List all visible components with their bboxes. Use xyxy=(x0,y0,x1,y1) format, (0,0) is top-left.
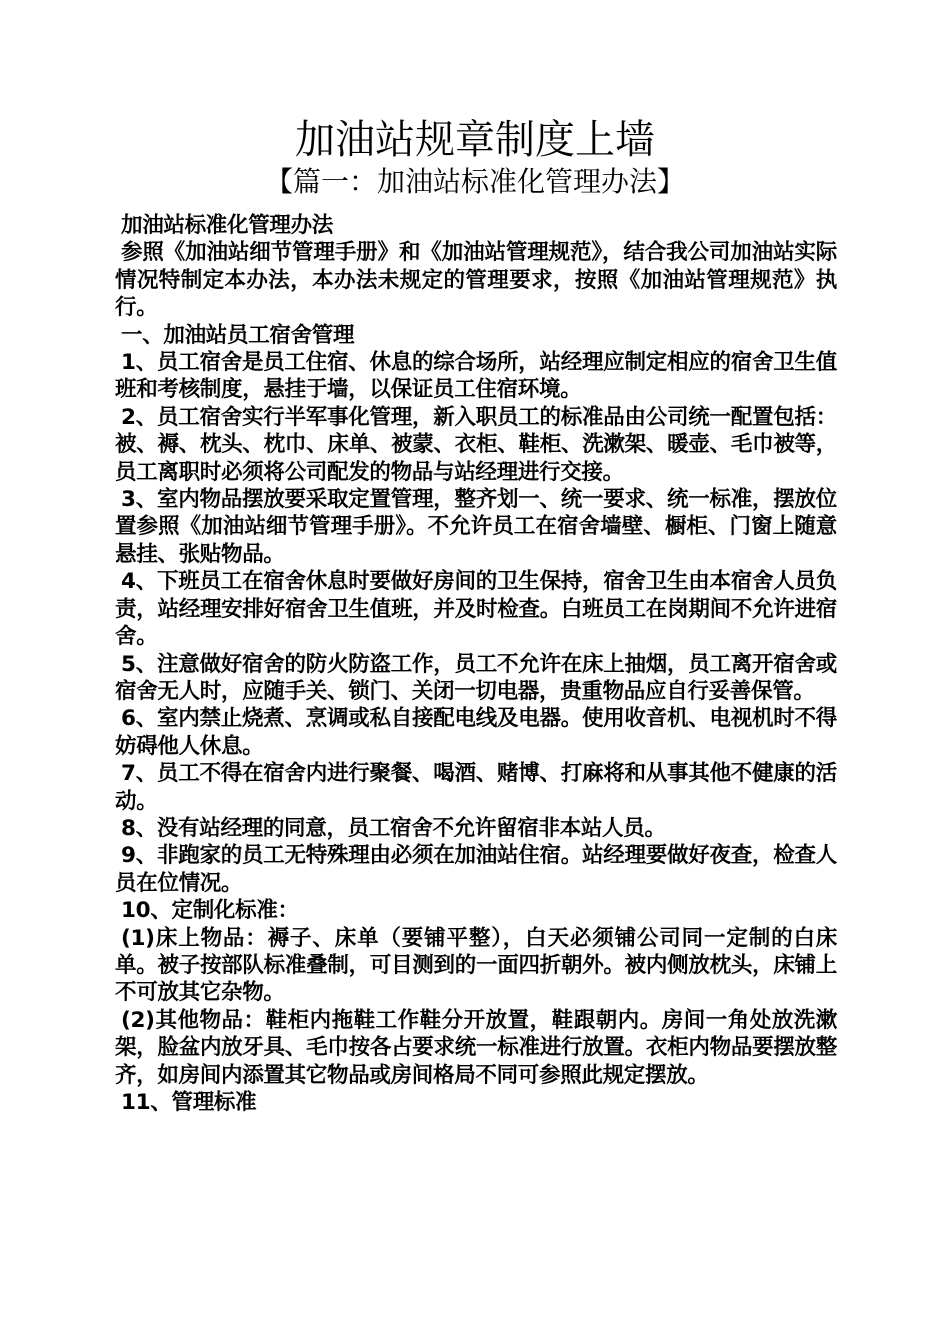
document-subtitle: 【篇一：加油站标准化管理办法】 xyxy=(264,165,685,198)
section-heading: 加油站标准化管理办法 xyxy=(121,213,334,238)
paragraph: 5、注意做好宿舍的防火防盗工作，员工不允许在床上抽烟，员工离开宿舍或宿舍无人时，应随手关、锁门、关闭一切电器，贵重物品应自行妥善保管。 xyxy=(115,651,837,704)
paragraph: 3、室内物品摆放要采取定置管理，整齐划一、统一要求、统一标准，摆放位置参照《加油站细节管理手册》。不允许员工在宿舍墙壁、橱柜、门窗上随意悬挂、张贴物品。 xyxy=(115,487,837,567)
paragraph: 参照《加油站细节管理手册》和《加油站管理规范》，结合我公司加油站实际情况特制定本办法，本办法未规定的管理要求，按照《加油站管理规范》执行。 xyxy=(115,240,837,321)
paragraph: (1)床上物品：褥子、床单（要铺平整），白天必须铺公司同一定制的白床单。被子按部队标准叠制，可目测到的一面四折朝外。被内侧放枕头，床铺上不可放其它杂物。 xyxy=(115,925,837,1006)
paragraph: 9、非跑家的员工无特殊理由必须在加油站住宿。站经理要做好夜查，检查人员在位情况。 xyxy=(115,843,837,896)
paragraph: 4、下班员工在宿舍休息时要做好房间的卫生保持，宿舍卫生由本宿舍人员负责，站经理安排好宿舍卫生值班，并及时检查。白班员工在岗期间不允许进宿舍。 xyxy=(115,569,837,650)
paragraph: 6、室内禁止烧煮、烹调或私自接配电线及电器。使用收音机、电视机时不得妨碍他人休息。 xyxy=(115,706,837,759)
paragraph: 2、员工宿舍实行半军事化管理，新入职员工的标准品由公司统一配置包括：被、褥、枕头、枕巾、床单、被蒙、衣柜、鞋柜、洗漱架、暖壶、毛巾被等，员工离职时必须将公司配发的物品与站经理进行交接。 xyxy=(115,404,837,485)
paragraph: 7、员工不得在宿舍内进行聚餐、喝酒、赌博、打麻将和从事其他不健康的活动。 xyxy=(115,761,837,814)
paragraph: 1、员工宿舍是员工住宿、休息的综合场所，站经理应制定相应的宿舍卫生值班和考核制度，悬挂于墙，以保证员工住宿环境。 xyxy=(115,350,837,403)
paragraph: 11、管理标准 xyxy=(121,1090,257,1115)
paragraph: 8、没有站经理的同意，员工宿舍不允许留宿非本站人员。 xyxy=(121,815,666,841)
paragraph: 10、定制化标准： xyxy=(121,898,299,924)
document-title: 加油站规章制度上墙 xyxy=(295,117,655,163)
document-body xyxy=(115,212,837,1116)
section-heading: 一、加油站员工宿舍管理 xyxy=(121,322,355,348)
paragraph: (2)其他物品：鞋柜内拖鞋工作鞋分开放置，鞋跟朝内。房间一角处放洗漱架，脸盆内放牙具、毛巾按各占要求统一标准进行放置。衣柜内物品要摆放整齐，如房间内添置其它物品或房间格局不同可参照此规定摆放。 xyxy=(115,1007,837,1088)
